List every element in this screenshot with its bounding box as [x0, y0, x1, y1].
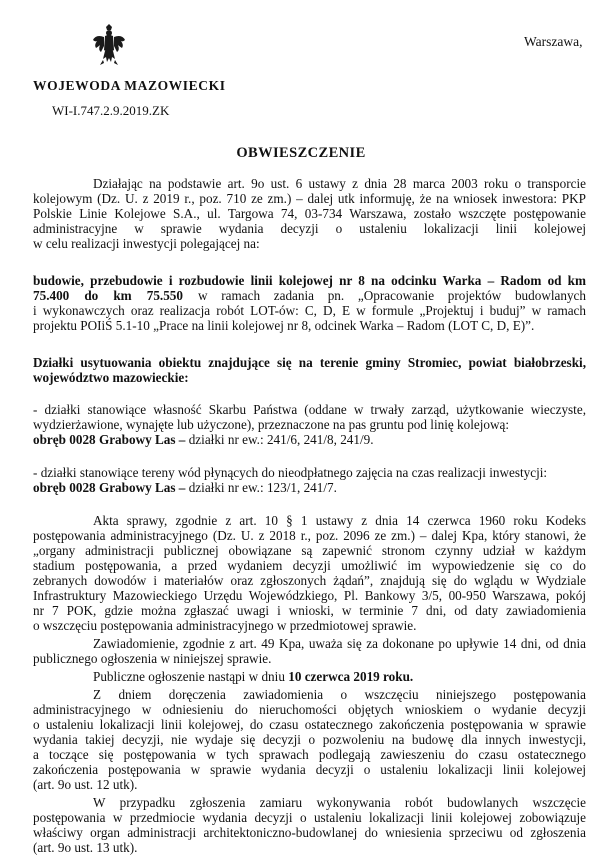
text-line: w celu realizacji inwestycji polegającej na:	[33, 236, 260, 251]
text-line: Polskie Linie Kolejowe S.A., ul. Targowa 74, 03-734 Warszawa, zostało wszczęte postępowanie	[33, 206, 586, 221]
investment-km: 75.400 do km 75.550	[33, 288, 183, 303]
text-line: w ramach zadania pn. „Opracowanie projektów budowlanych	[198, 288, 586, 303]
text-line: (art. 9o ust. 12 utk).	[33, 777, 138, 792]
text-line: wydzierżawione, wynajęte lub użyczone), przeznaczone na pas gruntu pod linię kolejową:	[33, 417, 510, 432]
plot-numbers: działki nr ew.: 241/6, 241/8, 241/9.	[188, 432, 374, 447]
text-line: administracyjne w sprawie wydania decyzji o ustaleniu lokalizacji linii kolejowej	[33, 221, 586, 236]
text-line: Z dniem doręczenia zawiadomienia o wszczęciu niniejszego postępowania	[93, 687, 586, 702]
precinct-label: obręb 0028 Grabowy Las –	[33, 432, 186, 447]
text-line: W przypadku zgłoszenia zamiaru wykonywania robót budowlanych wszczęcie	[93, 795, 586, 810]
plot-numbers: działki nr ew.: 123/1, 241/7.	[188, 480, 337, 495]
text-line: o ustaleniu lokalizacji linii kolejowej, do czasu ostatecznego zakończenia postępowania w sprawie	[33, 717, 586, 732]
issuing-office: WOJEWODA MAZOWIECKI	[33, 78, 226, 93]
text-line: wydania takiej decyzji, nie wydaje się decyzji o pozwoleniu na budowę dla innych inwestycji,	[33, 732, 586, 747]
text-line: nr 7 POK, gdzie można zgłaszać uwagi i wnioski, w terminie 7 dni, od daty zawiadomienia	[33, 603, 586, 618]
precinct-label: obręb 0028 Grabowy Las –	[33, 480, 186, 495]
text-line: właściwy organ administracji architektoniczno-budowlanej do wniesienia sprzeciwu od zgłoszenia	[33, 825, 586, 840]
text-line: o wszczęciu postępowania administracyjnego w przedmiotowej sprawie.	[33, 618, 417, 633]
text-line: projektu POIiŚ 5.1-10 „Prace na linii kolejowej nr 8, odcinek Warka – Radom (LOT C, D, E)”.	[33, 318, 535, 333]
text-line: administracyjnego w odniesieniu do nieruchomości objętych wnioskiem o wydanie decyzji	[33, 702, 586, 717]
case-signature: WI-I.747.2.9.2019.ZK	[52, 103, 170, 118]
plot-precinct-line	[33, 432, 374, 447]
city-label: Warszawa,	[524, 34, 583, 49]
text-line: kolejowym (Dz. U. z 2019 r., poz. 710 ze zm.) – dalej utk informuję, że na wniosek inwestora: PKP	[33, 191, 586, 206]
announcement-prefix: Publiczne ogłoszenie nastąpi w dniu	[93, 669, 285, 684]
document-title: OBWIESZCZENIE	[236, 145, 366, 161]
announcement-line	[93, 669, 413, 684]
text-line: i wykonawczych oraz realizacja robót LOT-ów: C, D, E w formule „Projektuj i buduj” w ramach	[33, 303, 586, 318]
text-line: zebranych dowodów i materiałów oraz zgłoszonych żądań”, znajdują się do wglądu w Wydziale	[33, 573, 586, 588]
text-line: Zawiadomienie, zgodnie z art. 49 Kpa, uważa się za dokonane po upływie 14 dni, od dnia	[93, 636, 586, 651]
text-line: (art. 9o ust. 13 utk).	[33, 840, 138, 855]
text-line: województwo mazowieckie:	[33, 370, 189, 385]
text-line: zakończenia postępowania w sprawie wydania decyzji o ustaleniu lokalizacji linii kolejowej	[33, 762, 586, 777]
text-line: publicznego ogłoszenia w niniejszej sprawie.	[33, 651, 272, 666]
text-line: Akta sprawy, zgodnie z art. 10 § 1 ustawy z dnia 14 czerwca 1960 roku Kodeks	[93, 513, 586, 528]
text-line: - działki stanowiące tereny wód płynących do nieodpłatnego zajęcia na czas realizacji inwestycji:	[33, 465, 548, 480]
text-line: Działki usytuowania obiektu znajdujące się na terenie gminy Stromiec, powiat białobrzeski,	[33, 355, 586, 370]
text-line: - działki stanowiące własność Skarbu Państwa (oddane w trwały zarząd, użytkowanie wieczyste,	[33, 402, 586, 417]
text-line: postępowania administracyjnego (Dz. U. z 2018 r., poz. 2096 ze zm.) – dalej Kpa, który stanowi, że	[33, 528, 586, 543]
text-line: „organy administracji publicznej obowiązane są zapewnić stronom czynny udział w każdym	[33, 543, 586, 558]
text-line: budowie, przebudowie i rozbudowie linii kolejowej nr 8 na odcinku Warka – Radom od km	[33, 273, 586, 288]
polish-eagle-emblem-icon	[92, 24, 126, 68]
plot-precinct-line	[33, 480, 337, 495]
text-line: a toczące się postępowania w tych sprawach podlegają zawieszeniu do czasu ostatecznego	[33, 747, 586, 762]
text-line: postępowania w przedmiocie wydania decyzji o ustaleniu lokalizacji linii kolejowej zobowiązuje	[33, 810, 586, 825]
announcement-date: 10 czerwca 2019 roku.	[288, 669, 414, 684]
text-line: Infrastruktury Mazowieckiego Urzędu Wojewódzkiego, Pl. Bankowy 3/5, 00-950 Warszawa, pokój	[33, 588, 586, 603]
text-line: Działając na podstawie art. 9o ust. 6 ustawy z dnia 28 marca 2003 roku o transporcie	[93, 176, 586, 191]
text-line: stadium postępowania, a przed wydaniem decyzji umożliwić im wypowiedzenie się co do	[33, 558, 586, 573]
